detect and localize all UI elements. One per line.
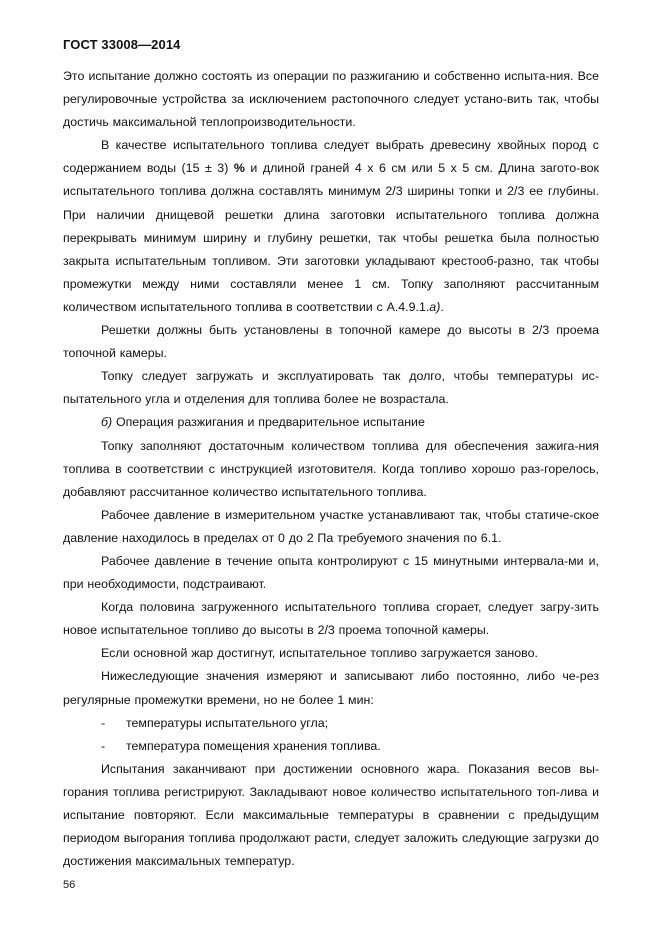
document-body (63, 65, 599, 873)
paragraph-conclusion: Испытания заканчивают при достижении основного жара. Показания весов вы-горания топлива регистрируют. Закладывают новое количество испытательного топ-лива и испытание повторяют. Если максимальные температуры в сравнении с предыдущим периодом выгорания топлива продолжают расти, следует заложить следующие загрузки до достижения максимальных температур. (63, 761, 599, 869)
list-dash: - (101, 715, 106, 730)
list-item-text: температуры испытательного угла; (126, 715, 329, 730)
list-item (63, 735, 599, 758)
reference-a: а) (429, 299, 441, 314)
paragraph-intro: Это испытание должно состоять из операции по разжиганию и собственно испыта-ния. Все регулировочные устройства за исключением растопочного следует устано-вить так, чтобы достичь максимальной теплопроизводительности. (63, 69, 599, 130)
paragraph-test-fuel-part1: В качестве испытательного топлива следует выбрать древесину хвойных пород с содержанием воды (15 ± 3) (63, 138, 599, 176)
section-title-b: Операция разжигания и предварительное испытание (112, 415, 425, 430)
paragraph-pressure: Рабочее давление в измерительном участке устанавливают так, чтобы статиче-ское давление находилось в пределах от 0 до 2 Па требуемого значения по 6.1. (63, 507, 599, 545)
list-item-text: температура помещения хранения топлива. (126, 738, 381, 753)
page-number: 56 (63, 879, 76, 891)
paragraph-ignition: Топку заполняют достаточным количеством топлива для обеспечения зажига-ния топлива в соответствии с инструкцией изготовителя. Когда топливо хорошо раз-горелось, добавляют рассчитанное количество испытательного топлива. (63, 438, 599, 499)
paragraph-pressure-control: Рабочее давление в течение опыта контролируют с 15 минутными интервала-ми и, при необходимости, подстраивают. (63, 553, 599, 592)
paragraph-base-heat: Если основной жар достигнут, испытательное топливо загружается заново. (101, 646, 538, 661)
section-label-b: б) (101, 415, 113, 430)
section-heading-b (63, 411, 599, 434)
paragraph-reload: Когда половина загруженного испытательного топлива сгорает, следует загру-зить новое испытательное топливо до высоты в 2/3 проема топочной камеры. (63, 600, 599, 638)
paragraph-grates: Решетки должны быть установлены в топочной камере до высоты в 2/3 проема топочной камеры. (63, 323, 599, 361)
paragraph-loading: Топку следует загружать и эксплуатировать так долго, чтобы температуры ис-пытательного угла и отделения для топлива более не возрастала. (63, 369, 599, 407)
document-header: ГОСТ 33008—2014 (63, 37, 181, 52)
paragraph-measurements: Нижеследующие значения измеряют и записывают либо постоянно, либо че-рез регулярные промежутки времени, но не более 1 мин: (63, 669, 599, 707)
list-dash: - (101, 738, 106, 753)
paragraph-test-fuel-part2: и длиной граней 4 x 6 см или 5 x 5 см. Длина загото-вок испытательного топлива должна составлять минимум 2/3 ширины топки и 2/3 ее глубины. При наличии днищевой решетки длина заготовки испытательного топлива должна перекрывать минимум ширину и глубину решетки, так чтобы решетка была полностью закрыта испытательным топливом. Эти заготовки укладывают крестооб-разно, так чтобы промежутки между ними составляли менее 1 см. Топку заполняют рассчитанным количеством испытательного топлива в соответствии с А.4.9.1. (63, 161, 599, 314)
paragraph-test-fuel-end: . (440, 299, 444, 314)
percent-sign: % (233, 161, 245, 176)
paragraph-test-fuel (63, 134, 599, 319)
list-item (63, 712, 599, 735)
